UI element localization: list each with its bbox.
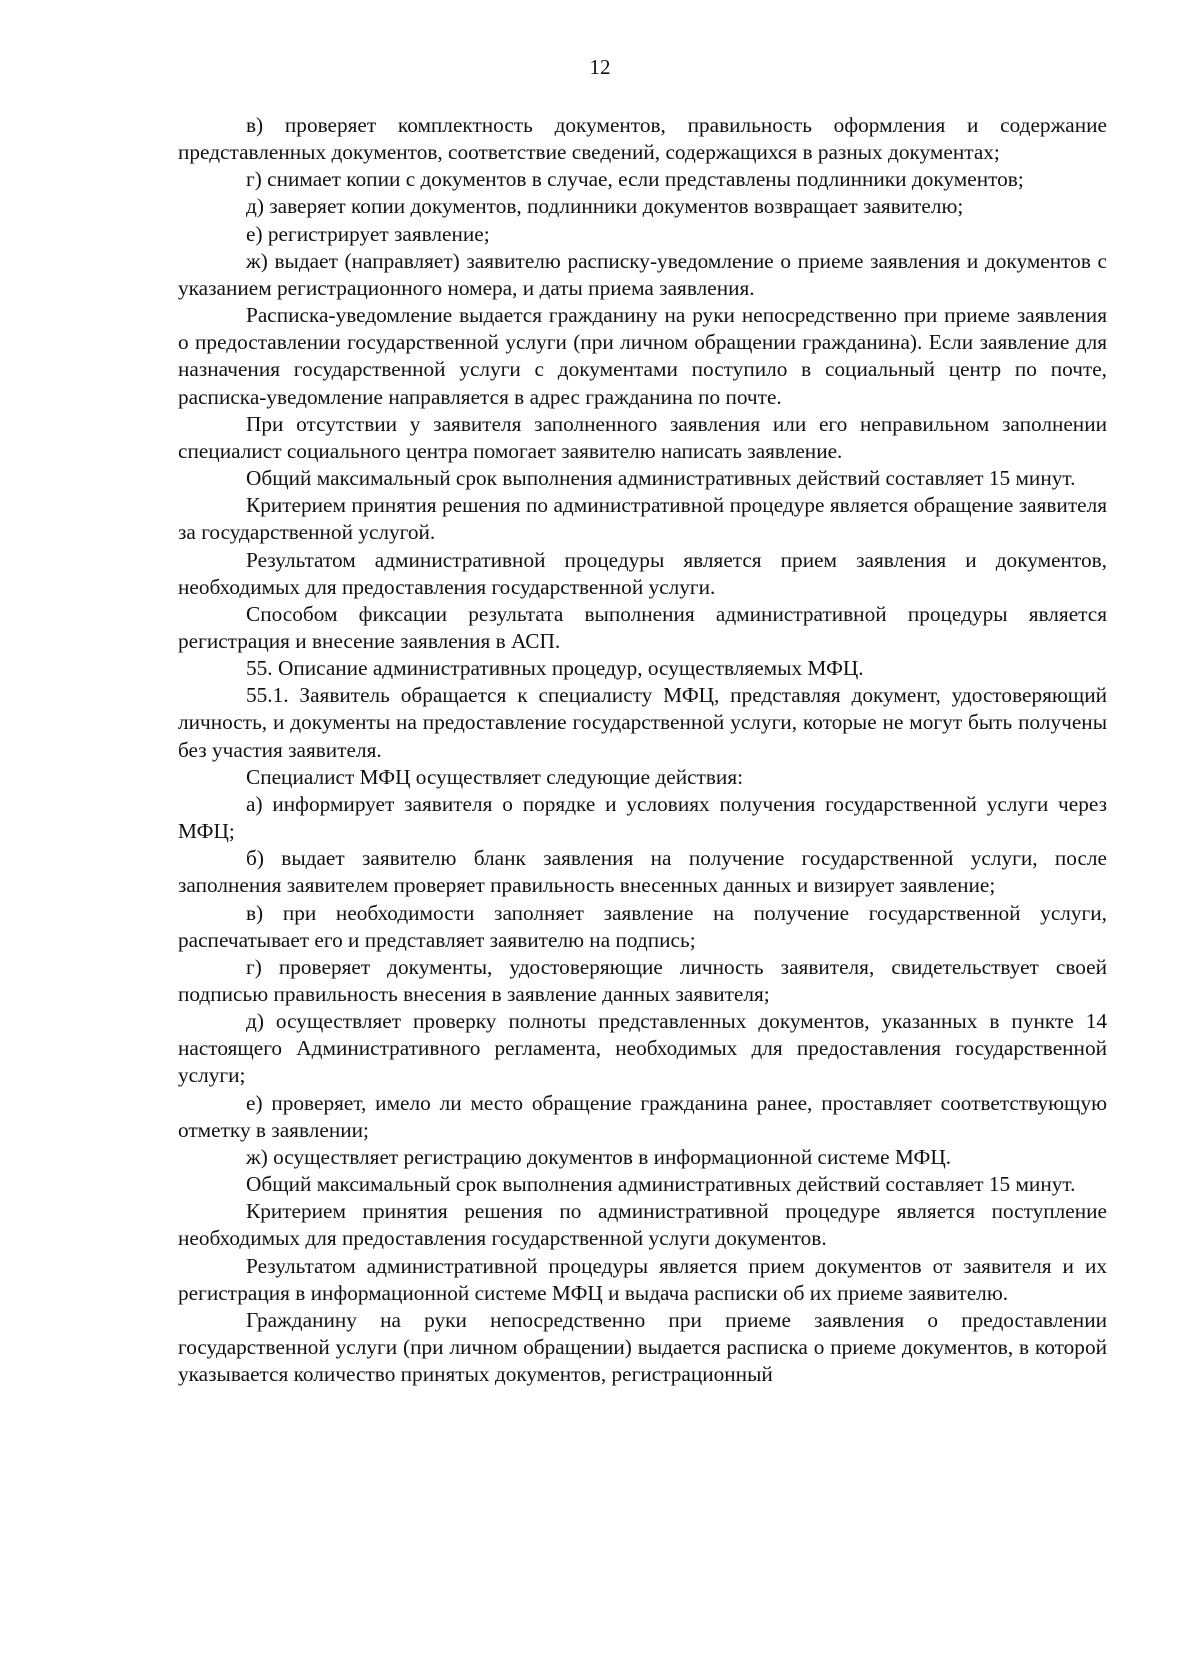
document-body: [178, 112, 1107, 1388]
section-55-heading: 55. Описание административных процедур, осуществляемых МФЦ.: [246, 656, 864, 681]
paragraph-mfc-specialist-actions: Специалист МФЦ осуществляет следующие действия:: [246, 764, 744, 789]
paragraph-item-v-fill-application: в) при необходимости заполняет заявление на получение государственной услуги, распечатывает его и представляет заявителю на подпись;: [178, 900, 1107, 952]
paragraph-fixation-method: Способом фиксации результата выполнения административной процедуры является регистрация и внесение заявления в АСП.: [178, 601, 1107, 653]
paragraph-max-duration-2: Общий максимальный срок выполнения административных действий составляет 15 минут.: [246, 1172, 1076, 1197]
paragraph-decision-criterion-1: Критерием принятия решения по административной процедуре является обращение заявителя за государственной услугой.: [178, 493, 1107, 545]
section-55-1: 55.1. Заявитель обращается к специалисту МФЦ, представляя документ, удостоверяющий личность, и документы на предоставление государственной услуги, которые не могут быть получены без участия заявителя.: [178, 683, 1107, 762]
paragraph-max-duration-1: Общий максимальный срок выполнения административных действий составляет 15 минут.: [246, 466, 1076, 491]
paragraph-item-zh-issue-receipt: ж) выдает (направляет) заявителю расписку-уведомление о приеме заявления и документов с указанием регистрационного номера, и даты приема заявления.: [178, 248, 1107, 300]
page-number: 12: [589, 55, 611, 79]
paragraph-item-v-check-completeness: в) проверяет комплектность документов, правильность оформления и содержание представленных документов, соответствие сведений, содержащихся в разных документах;: [178, 113, 1107, 165]
paragraph-item-e-check-prior: е) проверяет, имело ли место обращение гражданина ранее, проставляет соответствующую отметку в заявлении;: [178, 1090, 1107, 1142]
paragraph-item-g-make-copies: г) снимает копии с документов в случае, если представлены подлинники документов;: [246, 167, 1024, 192]
paragraph-item-b-issue-form: б) выдает заявителю бланк заявления на получение государственной услуги, после заполнения заявителем проверяет правильность внесенных данных и визирует заявление;: [178, 846, 1107, 898]
paragraph-item-d-certify-copies: д) заверяет копии документов, подлинники документов возвращает заявителю;: [246, 194, 964, 219]
paragraph-receipt-notice: Расписка-уведомление выдается гражданину на руки непосредственно при приеме заявления о предоставлении государственной услуги (при личном обращении гражданина). Если заявление для назначения государственной услуги с документами поступило в социальный центр по почте, расписка-уведомление направляется в адрес гражданина по почте.: [178, 303, 1107, 409]
paragraph-procedure-result-2: Результатом административной процедуры является прием документов от заявителя и их регистрация в информационной системе МФЦ и выдача расписки об их приеме заявителю.: [178, 1253, 1107, 1305]
paragraph-item-e-register: е) регистрирует заявление;: [246, 221, 490, 246]
paragraph-item-d-check-completeness: д) осуществляет проверку полноты представленных документов, указанных в пункте 14 настоящего Административного регламента, необходимых для предоставления государственной услуги;: [178, 1009, 1107, 1088]
paragraph-missing-application: При отсутствии у заявителя заполненного заявления или его неправильном заполнении специалист социального центра помогает заявителю написать заявление.: [178, 411, 1107, 463]
paragraph-procedure-result-1: Результатом административной процедуры является прием заявления и документов, необходимых для предоставления государственной услуги.: [178, 547, 1107, 599]
paragraph-item-g-check-identity: г) проверяет документы, удостоверяющие личность заявителя, свидетельствует своей подписью правильность внесения в заявление данных заявителя;: [178, 954, 1107, 1006]
paragraph-item-a-inform: а) информирует заявителя о порядке и условиях получения государственной услуги через МФЦ;: [178, 791, 1107, 844]
paragraph-receipt-issuance: Гражданину на руки непосредственно при приеме заявления о предоставлении государственной услуги (при личном обращении) выдается расписка о приеме документов, в которой указывается количество принятых документов, регистрационный: [178, 1307, 1107, 1387]
paragraph-item-zh-register-documents: ж) осуществляет регистрацию документов в информационной системе МФЦ.: [246, 1144, 952, 1169]
paragraph-decision-criterion-2: Критерием принятия решения по административной процедуре является поступление необходимых для предоставления государственной услуги документов.: [178, 1199, 1107, 1251]
